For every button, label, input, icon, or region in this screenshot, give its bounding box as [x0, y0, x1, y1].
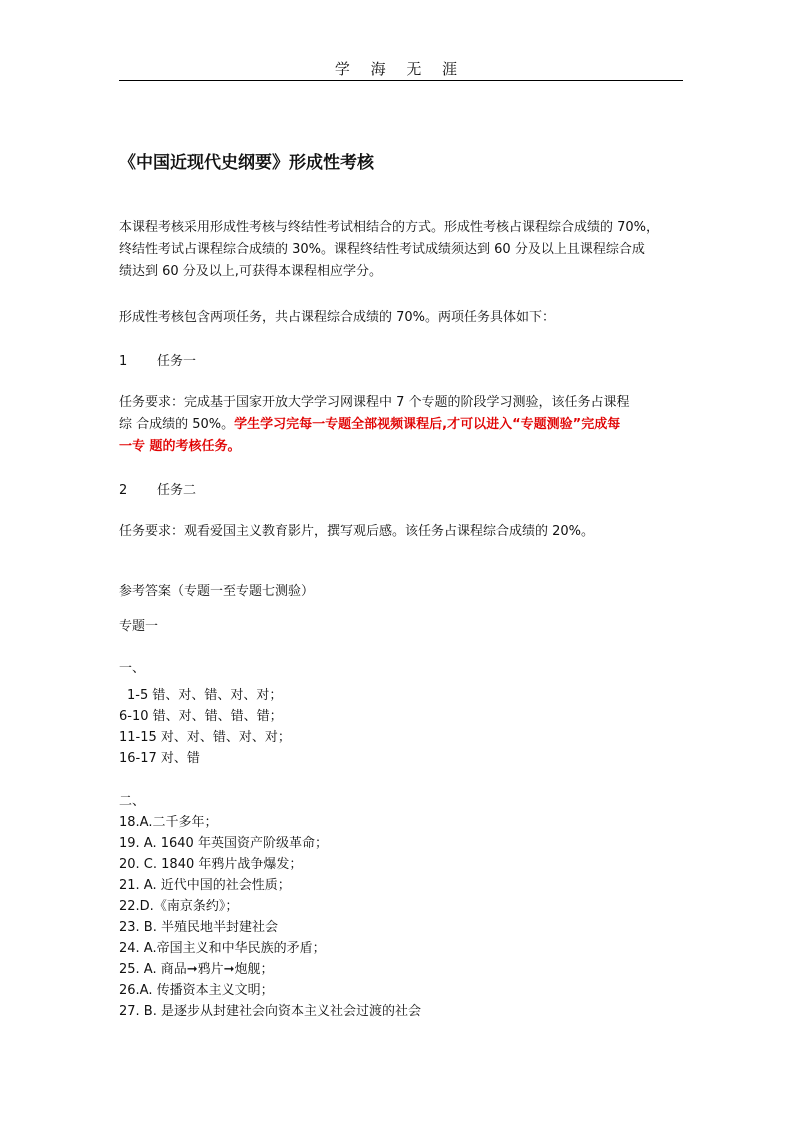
section1-line-1: 1-5 错、对、错、对、对；: [127, 688, 283, 703]
intro-line-2: 终结性考试占课程综合成绩的 30%。课程终结性考试成绩须达到 60 分及以上且课程综合成: [119, 242, 645, 257]
task1-heading: [119, 351, 196, 372]
intro-line-1: 本课程考核采用形成性考核与终结性考试相结合的方式。形成性考核占课程综合成绩的 70%，: [119, 220, 660, 235]
document-title: 《中国近现代史纲要》形成性考核: [119, 153, 374, 173]
section1-line-4: 16-17 对、错: [119, 751, 200, 766]
task1-req-line-2: [119, 414, 620, 435]
section1-label: 一、: [119, 661, 146, 676]
task2-number: 2: [119, 483, 128, 498]
section2-line-6: 23. B. 半殖民地半封建社会: [119, 920, 278, 935]
topic-label: 专题一: [119, 619, 159, 634]
section2-line-5: 22.D.《南京条约》；: [119, 899, 239, 914]
task2-name: 任务二: [157, 483, 197, 498]
formative-summary: 形成性考核包含两项任务，共占课程综合成绩的 70%。两项任务具体如下：: [119, 310, 556, 325]
task1-req-red-1: 学生学习完每一专题全部视频课程后,才可以进入“专题测验”完成每: [234, 417, 621, 432]
page-header: 学 海 无 涯: [334, 60, 466, 78]
section1-line-2: 6-10 错、对、错、错、错；: [119, 709, 283, 724]
task1-req-red-2: 一专 题的考核任务。: [119, 439, 241, 454]
section2-line-4: 21. A. 近代中国的社会性质；: [119, 878, 291, 893]
section2-line-8: 25. A. 商品➞鸦片➞炮舰；: [119, 962, 274, 977]
task1-name: 任务一: [157, 354, 197, 369]
task1-req-line-1: 任务要求：完成基于国家开放大学学习网课程中 7 个专题的阶段学习测验，该任务占课程: [119, 395, 630, 410]
answers-heading: 参考答案（专题一至专题七测验）: [119, 584, 315, 599]
section2-line-9: 26.A. 传播资本主义文明；: [119, 983, 274, 998]
section2-line-3: 20. C. 1840 年鸦片战争爆发；: [119, 857, 303, 872]
section2-line-2: 19. A. 1640 年英国资产阶级革命；: [119, 836, 328, 851]
task1-number: 1: [119, 354, 128, 369]
intro-line-3: 绩达到 60 分及以上,可获得本课程相应学分。: [119, 264, 382, 279]
section2-line-1: 18.A.二千多年；: [119, 815, 218, 830]
section2-line-7: 24. A.帝国主义和中华民族的矛盾；: [119, 941, 326, 956]
task2-heading: [119, 480, 196, 501]
section2-label: 二、: [119, 794, 146, 809]
header-rule: [119, 80, 683, 81]
section2-line-10: 27. B. 是逐步从封建社会向资本主义社会过渡的社会: [119, 1004, 421, 1019]
section1-line-3: 11-15 对、对、错、对、对；: [119, 730, 291, 745]
task2-requirement: 任务要求：观看爱国主义教育影片，撰写观后感。该任务占课程综合成绩的 20%。: [119, 524, 595, 539]
task1-req-plain: 综 合成绩的 50%。: [119, 417, 235, 432]
